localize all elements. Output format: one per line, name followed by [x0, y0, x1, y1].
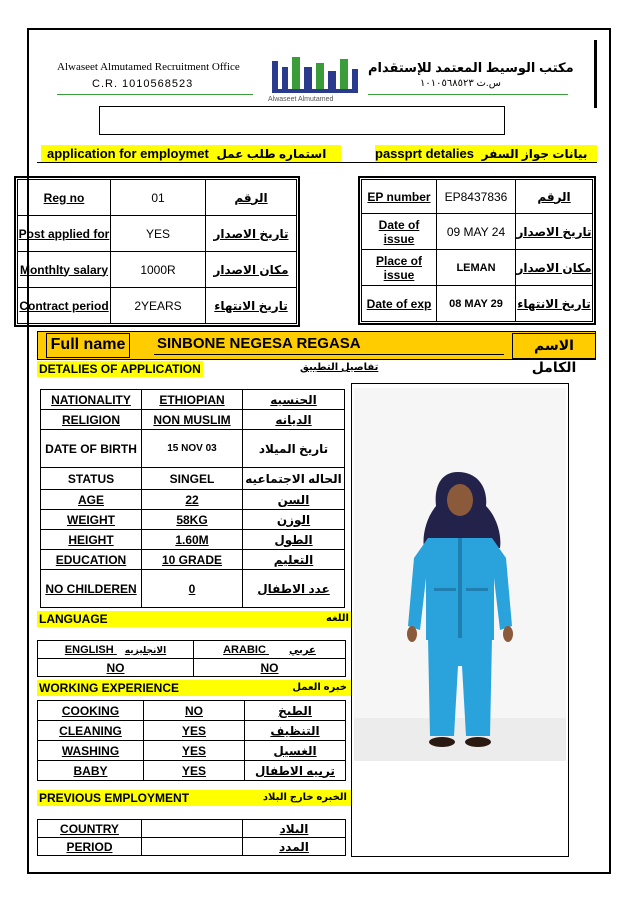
- pass-label-ar: تاريخ الاصدار: [516, 214, 593, 250]
- full-name-underline: [154, 354, 504, 355]
- lang-arabic-label: ARABIC: [223, 643, 266, 656]
- prev-label-ar: البلاد: [243, 820, 346, 838]
- details-table: [40, 389, 345, 608]
- detail-label: WEIGHT: [41, 510, 142, 530]
- exp-label-ar: الطبخ: [245, 701, 346, 721]
- table-row: [18, 288, 297, 324]
- experience-table: [37, 700, 346, 781]
- details-title: DETALIES OF APPLICATION: [37, 361, 203, 377]
- detail-label: STATUS: [41, 468, 142, 490]
- detail-value: NON MUSLIM: [142, 410, 243, 430]
- table-row: [41, 410, 345, 430]
- blank-box: [99, 106, 505, 135]
- lang-english-value: NO: [38, 659, 194, 677]
- app-label: Post applied for: [18, 216, 111, 252]
- table-row: [41, 570, 345, 608]
- detail-label-ar: التعليم: [243, 550, 345, 570]
- exp-label-ar: تربيه الاطفال: [245, 761, 346, 781]
- detail-value: 22: [142, 490, 243, 510]
- experience-title-en: WORKING EXPERIENCE: [39, 681, 180, 695]
- exp-value: NO: [144, 701, 245, 721]
- detail-value: 0: [142, 570, 243, 608]
- pass-label: Date of issue: [362, 214, 437, 250]
- prev-value: [142, 820, 243, 838]
- pass-label-ar: مكان الاصدار: [516, 250, 593, 286]
- exp-label-ar: التنظيف: [245, 721, 346, 741]
- detail-label: DATE OF BIRTH: [41, 430, 142, 468]
- detail-label: EDUCATION: [41, 550, 142, 570]
- previous-title-ar: الخبره خارج البلاد: [262, 792, 347, 803]
- app-value: 1000R: [111, 252, 206, 288]
- detail-label: NO CHILDEREN: [41, 570, 142, 608]
- table-row: [41, 530, 345, 550]
- detail-label-ar: السن: [243, 490, 345, 510]
- prev-label: COUNTRY: [38, 820, 142, 838]
- detail-label: AGE: [41, 490, 142, 510]
- pass-value: 08 MAY 29: [437, 286, 516, 322]
- previous-title-en: PREVIOUS EMPLOYMENT: [39, 791, 190, 805]
- experience-title-ar: خبره العمل: [292, 682, 347, 693]
- header-line-left: [57, 94, 253, 95]
- table-row: [362, 214, 593, 250]
- header-divider: [594, 40, 597, 108]
- detail-label: NATIONALITY: [41, 390, 142, 410]
- detail-label-ar: تاريخ الميلاد: [243, 430, 345, 468]
- passport-title-ar: بيانات جواز السفر: [481, 147, 588, 161]
- logo-subtitle: Alwaseet Almutamed: [268, 96, 334, 103]
- table-row: [18, 216, 297, 252]
- full-name-label: Full name: [46, 333, 130, 358]
- office-name-ar: مكتب الوسيط المعتمد للإستقدام: [368, 60, 574, 75]
- detail-value: 10 GRADE: [142, 550, 243, 570]
- app-label-ar: تاريخ الاصدار: [206, 216, 297, 252]
- application-title-ar: استماره طلب عمل: [216, 147, 327, 161]
- app-label: Reg no: [18, 180, 111, 216]
- app-value: YES: [111, 216, 206, 252]
- table-row: [38, 761, 346, 781]
- table-row: [362, 250, 593, 286]
- exp-label: BABY: [38, 761, 144, 781]
- prev-label-ar: المدد: [243, 838, 346, 856]
- table-row: [362, 286, 593, 322]
- detail-label-ar: الجنسيه: [243, 390, 345, 410]
- detail-label-ar: الديانه: [243, 410, 345, 430]
- table-row: [362, 180, 593, 214]
- exp-label-ar: الغسيل: [245, 741, 346, 761]
- detail-label-ar: عدد الاطفال: [243, 570, 345, 608]
- lang-english-ar: الانجليزيه: [124, 644, 167, 655]
- detail-value: ETHIOPIAN: [142, 390, 243, 410]
- table-row: [38, 838, 346, 856]
- app-label: Monthlty salary: [18, 252, 111, 288]
- detail-value: 58KG: [142, 510, 243, 530]
- pass-value: EP8437836: [437, 180, 516, 214]
- exp-value: YES: [144, 741, 245, 761]
- language-title: [37, 611, 351, 627]
- lang-arabic-value: NO: [194, 659, 346, 677]
- lang-arabic-header: [194, 641, 346, 659]
- detail-value: SINGEL: [142, 468, 243, 490]
- app-value: 2YEARS: [111, 288, 206, 324]
- pass-label-ar: تاريخ الانتهاء: [516, 286, 593, 322]
- pass-label: Place of issue: [362, 250, 437, 286]
- detail-label-ar: الحاله الاجتماعيه: [243, 468, 345, 490]
- prev-label: PERIOD: [38, 838, 142, 856]
- exp-label: COOKING: [38, 701, 144, 721]
- detail-label-ar: الطول: [243, 530, 345, 550]
- table-row: [41, 550, 345, 570]
- table-row: [41, 390, 345, 410]
- prev-value: [142, 838, 243, 856]
- language-table: [37, 640, 346, 677]
- table-row: [38, 659, 346, 677]
- lang-arabic-ar: عربي: [288, 644, 316, 656]
- table-row: [38, 820, 346, 838]
- details-title-ar: تفاصيل التطبيق: [300, 362, 379, 373]
- application-title: [41, 145, 341, 162]
- app-value: 01: [111, 180, 206, 216]
- pass-label-ar: الرقم: [516, 180, 593, 214]
- pass-label: Date of exp: [362, 286, 437, 322]
- pass-value: 09 MAY 24: [437, 214, 516, 250]
- table-row: [38, 701, 346, 721]
- table-row: [41, 510, 345, 530]
- previous-table: [37, 819, 346, 856]
- exp-value: YES: [144, 761, 245, 781]
- app-label-ar: تاريخ الانتهاء: [206, 288, 297, 324]
- table-row: [38, 641, 346, 659]
- passport-title: [375, 145, 597, 162]
- experience-title: [37, 680, 351, 696]
- pass-label: EP number: [362, 180, 437, 214]
- passport-title-en: passprt detalies: [375, 146, 474, 161]
- header-line-right: [368, 94, 568, 95]
- office-name-en: Alwaseet Almutamed Recruitment Office: [57, 61, 240, 73]
- table-row: [18, 252, 297, 288]
- office-cr-ar: س.ت ١٠١٠٥٦٨٥٢٣: [420, 78, 501, 89]
- table-row: [41, 468, 345, 490]
- passport-table: [361, 179, 593, 322]
- applicant-photo: [354, 388, 566, 761]
- full-name-label-ar: الاسم الكامل: [512, 333, 596, 359]
- detail-value: 15 NOV 03: [142, 430, 243, 468]
- table-row: [41, 430, 345, 468]
- application-title-en: application for employmet: [47, 146, 209, 161]
- language-title-en: LANGUAGE: [39, 612, 108, 626]
- alwaseet-logo-icon: [268, 53, 364, 101]
- table-row: [41, 490, 345, 510]
- exp-label: CLEANING: [38, 721, 144, 741]
- pass-value: LEMAN: [437, 250, 516, 286]
- detail-value: 1.60M: [142, 530, 243, 550]
- exp-value: YES: [144, 721, 245, 741]
- table-row: [38, 721, 346, 741]
- detail-label-ar: الوزن: [243, 510, 345, 530]
- table-row: [18, 180, 297, 216]
- detail-label: RELIGION: [41, 410, 142, 430]
- table-row: [38, 741, 346, 761]
- application-table: [17, 179, 297, 324]
- previous-title: [37, 790, 351, 806]
- lang-english-label: ENGLISH: [64, 643, 114, 656]
- app-label-ar: مكان الاصدار: [206, 252, 297, 288]
- exp-label: WASHING: [38, 741, 144, 761]
- detail-label: HEIGHT: [41, 530, 142, 550]
- office-cr-en: C.R. 1010568523: [92, 78, 194, 90]
- app-label: Contract period: [18, 288, 111, 324]
- title-underline: [37, 162, 597, 163]
- lang-english-header: [38, 641, 194, 659]
- full-name-value: SINBONE NEGESA REGASA: [157, 335, 361, 352]
- app-label-ar: الرقم: [206, 180, 297, 216]
- language-title-ar: اللغه: [326, 613, 349, 624]
